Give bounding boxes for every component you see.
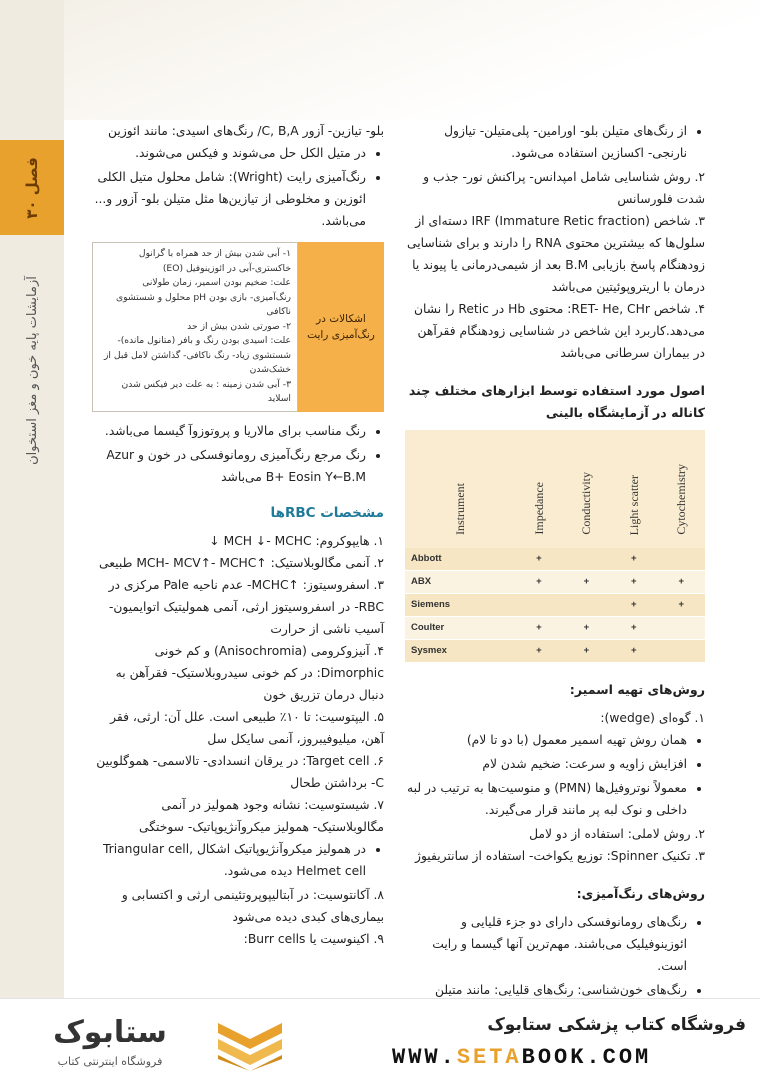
list-item: • رنگ‌های رومانوفسکی دارای دو جزء قلیایی و ائوزینوفیلیک می‌باشند. مهم‌ترین آنها گیسما و رایت است. [405, 911, 687, 977]
smear-heading: روش‌های تهیه اسمیر: [569, 682, 705, 697]
list-item: ۴. آنیزوکرومی (Anisochromia) و کم خونی Dimorphic: در کم خونی سیدروبلاستیک- فقرآهن به دنبال درمان تزریق خون [115, 643, 384, 702]
stain-heading: روش‌های رنگ‌آمیزی: [576, 886, 705, 901]
stain-box-label: اشکالات در رنگ‌آمیزی رایت [298, 242, 384, 412]
list-item: ۷. شیستوسیت: نشانه وجود همولیز در آنمی مگالوبلاستیک- همولیز میکروآنژیوپاتیک- سوختگی [138, 797, 384, 834]
running-title-text: آزمایشات پایه خون و مغز استخوان [24, 275, 40, 465]
list-item: ۳. اسفروسیتوز: ↑MCHC- عدم ناحیه Pale مرکزی در RBC- در اسفروسیتوز ارثی، آنمی همولیتیک اتوایمیون- آسیب ناشی از حرارت [108, 577, 384, 636]
footer-banner [0, 998, 760, 1081]
chevron-logo-icon [210, 1019, 290, 1071]
store-logo-word: ستابوک [53, 1015, 167, 1050]
list-item: • در متیل الکل حل می‌شوند و فیکس می‌شوند. [88, 142, 366, 164]
rbc-heading: مشخصات RBCها [270, 504, 384, 521]
rbc-bullets [88, 838, 384, 882]
list-item: ۸. آکانتوسیت: در آبتالیپوپروتئینمی ارثی و اکتسابی و بیماری‌های کبدی دیده می‌شود [121, 887, 384, 924]
list-item: ۲. روش لاملی: استفاده از دو لامل [529, 827, 705, 841]
list-item: • از رنگ‌های متیلن بلو- اورامین- پلی‌متیلن- تیازول نارنجی- اکسازین استفاده می‌شود. [405, 120, 687, 164]
table-heading: اصول مورد استفاده توسط ابزارهای مختلف چند کاناله در آزمایشگاه بالینی [408, 383, 705, 420]
stain-box-line: علت: ضخیم بودن اسمیر، زمان طولانی رنگ‌آمیزی- بازی بودن pH محلول و شستشوی ناکافی [115, 277, 291, 317]
list-item: • رنگ مرجع رنگ‌آمیزی رومانوفسکی در خون و Azur B+ Eosin Y←B.M می‌باشد [88, 444, 366, 488]
smear-bullets [405, 729, 705, 821]
list-item: • رنگ‌های خون‌شناسی: رنگ‌های قلیایی: مانند متیلن [405, 979, 687, 1001]
chapter-tab [0, 140, 64, 235]
stain-box-line: علت: اسیدی بودن رنگ و بافر (متانول مانده)- شستشوی زیاد- رنگ ناکافی- گذاشتن لامل قبل از خشک‌شدن [104, 335, 291, 375]
table-row: Sysmex + + + [405, 640, 705, 663]
list-item: • در همولیز میکروآنژیوپاتیک اشکال Triangular cell, Helmet cell دیده می‌شود. [88, 838, 366, 882]
list-item: ۳. تکنیک Spinner: توزیع یکواخت- استفاده از سانتریفیوژ [415, 849, 705, 863]
table-header: Light scatter [610, 430, 657, 548]
paragraph: بلو- تیازین- آزور C, B,A/ رنگ‌های اسیدی: مانند ائوزین [108, 124, 384, 138]
instrument-table [405, 430, 705, 663]
list-item: ۱. گوه‌ای (wedge): [600, 711, 705, 725]
table-header: Instrument [405, 430, 515, 548]
table-header: Cytochemistry [658, 430, 705, 548]
right-column [405, 120, 705, 1003]
table-header: Impedance [515, 430, 562, 548]
running-title [16, 260, 48, 480]
list-item: ۲. آنمی مگالوبلاستیک: ↑MCH- MCV↑- MCHC طبیعی [99, 555, 384, 570]
store-name: فروشگاه کتاب پزشکی ستابوک [487, 1015, 746, 1035]
stain-box-body [92, 242, 298, 412]
chapter-tab-label: فصل ۳۰ [23, 156, 41, 219]
list-item: ۴. شاخص RET- He, CHr: محتوی Hb در Retic را نشان می‌دهد.کاربرد این شاخص در شناسایی زودهنگام فقرآهن در بیماران سرطانی می‌باشد [413, 302, 705, 360]
table-header: Conductivity [563, 430, 610, 548]
stain-box-line: ۱- آبی شدن بیش از حد همراه با گرانول خاکستری-آبی در ائوزینوفیل (EO) [138, 248, 291, 274]
stain-box-line: ۳- آبی شدن زمینه : به علت دیر فیکس شدن اسلاید [121, 378, 291, 404]
table-row: Siemens + + [405, 594, 705, 617]
list-item: ۳. شاخص IRF (Immature Retic fraction) دسته‌ای از سلول‌ها که بیشترین محتوی RNA را دارند و برای شناسایی زودهنگام پاسخ بازیابی B.M بعد از شیمی‌درمانی یا پیوند یا درمان با اریتروپوئیتین می‌باشد [406, 214, 705, 294]
left-column [88, 120, 384, 950]
list-item: ۲. روش شناسایی شامل امپدانس- پراکنش نور- جذب و شدت فلورسانس [423, 170, 705, 206]
page-header-band [0, 0, 760, 120]
stain-box-line: ۲- صورتی شدن بیش از حد [187, 320, 291, 332]
wright-stain-problems-box [92, 242, 384, 412]
table-row: Coulter + + + [405, 617, 705, 640]
list-item: • معمولاً نوتروفیل‌ها (PMN) و منوسیت‌ها به ترتیب در لبه داخلی و نوک لبه پر مانند قرار می‌گیرند. [405, 777, 687, 821]
list-item: • رنگ مناسب برای مالاریا و پروتوزوآ گیسما می‌باشد. [88, 420, 366, 442]
list-item: • همان روش تهیه اسمیر معمول (با دو تا لام) [405, 729, 687, 751]
list-item: • افزایش زاویه و سرعت: ضخیم شدن لام [405, 753, 687, 775]
top-bullets [88, 142, 384, 232]
table-row: Abbott + + [405, 548, 705, 571]
store-url[interactable]: WWW.SETABOOK.COM [392, 1045, 652, 1070]
stain-bullets [405, 911, 705, 1001]
intro-bullets [405, 120, 705, 164]
list-item: • رنگ‌آمیزی رایت (Wright): شامل محلول متیل الکلی ائوزین و مخلوطی از تیازین‌ها مثل متیلن بلو- آزور و... می‌باشد. [88, 166, 366, 232]
store-logo-subtitle: فروشگاه اینترنتی کتاب [57, 1055, 163, 1068]
table-row: ABX + + + + [405, 571, 705, 594]
mid-bullets [88, 420, 384, 488]
list-item: ۵. الیپتوسیت: تا ۱۰٪ طبیعی است. علل آن: ارثی، فقر آهن، میلیوفیبروز، آنمی سایکل سل [110, 709, 384, 746]
list-item: ۹. اکینوسیت یا Burr cells: [243, 931, 384, 946]
list-item: ۶. Target cell: در یرقان انسدادی- تالاسمی- هموگلوبین C- برداشتن طحال [96, 753, 384, 790]
list-item: ۱. هایپوکروم: MCH ↓- MCHC ↓ [209, 533, 384, 548]
